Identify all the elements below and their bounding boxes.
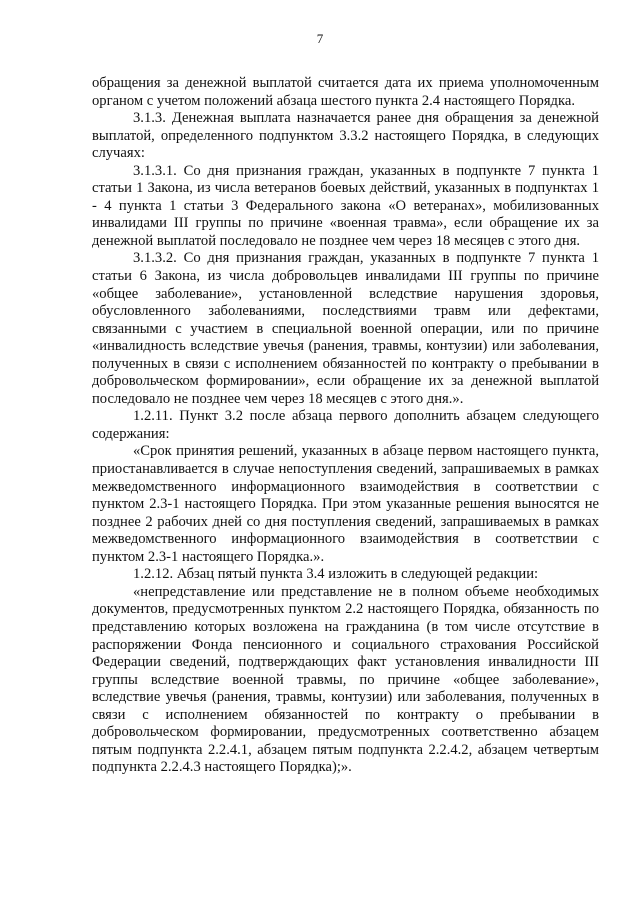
page-number: 7 xyxy=(316,31,324,46)
document-body xyxy=(92,75,599,777)
paragraph-quote-non-submission: «непредставление или представление не в полном объеме необходимых документов, предусмотренных пунктом 2.2 настоящего Порядка, обязанность по представлению которых возложена на гражданина (в том числе отсутствие в распоряжении Фонда пенсионного и социального страхования Российской Федерации сведений, подтверждающих факт установления инвалидности III группы вследствие военной травмы, по причине «общее заболевание», вследствие увечья (ранения, травмы, контузии) или заболевания, полученных в связи с исполнением обязанностей по контракту о пребывании в добровольческом формировании, предусмотренных соответственно абзацем пятым подпункта 2.2.4.1, абзацем пятым подпункта 2.2.4.2, абзацем четвертым подпункта 2.2.4.3 настоящего Порядка);». xyxy=(92,583,599,776)
paragraph-3-1-3: 3.1.3. Денежная выплата назначается ранее дня обращения за денежной выплатой, определенного подпунктом 3.3.2 настоящего Порядка, в следующих случаях: xyxy=(92,110,599,162)
paragraph-3-1-3-2: 3.1.3.2. Со дня признания граждан, указанных в подпункте 7 пункта 1 статьи 6 Закона, из числа добровольцев инвалидами III группы по причине «общее заболевание», установленной вследствие нарушения здоровья, обусловленного заболеваниями, последствиями травм или дефектами, связанными с участием в специальной военной операции, или по причине «инвалидность вследствие увечья (ранения, травмы, контузии) или заболевания, полученных в связи с исполнением обязанностей по контракту о пребывании в добровольческом формировании», если обращение их за денежной выплатой последовало не позднее чем через 18 месяцев с этого дня.». xyxy=(92,250,599,407)
paragraph-1-2-12: 1.2.12. Абзац пятый пункта 3.4 изложить в следующей редакции: xyxy=(133,566,539,583)
paragraph-3-1-3-1: 3.1.3.1. Со дня признания граждан, указанных в подпункте 7 пункта 1 статьи 1 Закона, из числа ветеранов боевых действий, указанных в подпунктах 1 - 4 пункта 1 статьи 3 Федерального закона «О ветеранах», мобилизованных инвалидами III группы по причине «военная травма», если обращение их за денежной выплатой последовало не позднее чем через 18 месяцев с этого дня. xyxy=(92,162,599,249)
paragraph-1-2-11: 1.2.11. Пункт 3.2 после абзаца первого дополнить абзацем следующего содержания: xyxy=(92,408,599,442)
paragraph-continuation: обращения за денежной выплатой считается дата их приема уполномоченным органом с учетом положений абзаца шестого пункта 2.4 настоящего Порядка. xyxy=(92,75,599,109)
paragraph-quote-term: «Срок принятия решений, указанных в абзаце первом настоящего пункта, приостанавливается в случае непоступления сведений, запрашиваемых в рамках межведомственного информационного взаимодействия в соответствии с пунктом 2.3-1 настоящего Порядка. При этом указанные решения выносятся не позднее 2 рабочих дней со дня поступления сведений, запрашиваемых в рамках межведомственного информационного взаимодействия в соответствии с пунктом 2.3-1 настоящего Порядка.». xyxy=(92,443,599,565)
